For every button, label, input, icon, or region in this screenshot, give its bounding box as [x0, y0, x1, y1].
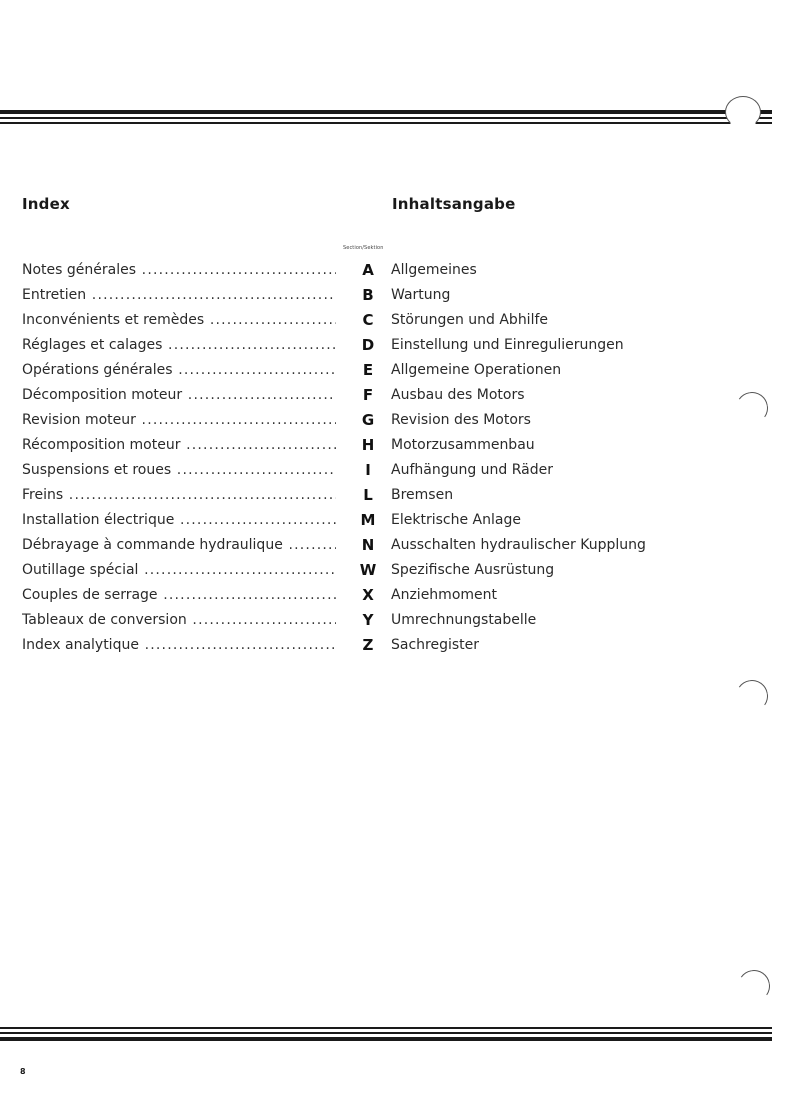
- toc-entry-section-letter: X: [362, 586, 374, 604]
- toc-entry: [22, 408, 722, 433]
- toc-entry: [22, 483, 722, 508]
- toc-entry-section-letter: L: [363, 486, 373, 504]
- toc-entry: [22, 558, 722, 583]
- toc-entry: [22, 633, 722, 658]
- toc-entry-section-letter: M: [360, 511, 376, 529]
- toc-list: [22, 258, 722, 658]
- toc-entry-german-label: Wartung: [391, 287, 451, 303]
- toc-entry-french-label: Notes générales .....: [22, 258, 336, 283]
- page-number: 8: [20, 1067, 26, 1076]
- toc-entry-german-label: Elektrische Anlage: [391, 512, 521, 528]
- toc-entry-french-label: Installation électrique .....: [22, 508, 336, 533]
- toc-entry-section-letter: W: [359, 561, 377, 579]
- toc-entry-french-label: Réglages et calages .....: [22, 333, 336, 358]
- top-rule-thin-1: [0, 117, 772, 119]
- toc-entry-french-label: Entretien .....: [22, 283, 336, 308]
- toc-entry: [22, 533, 722, 558]
- bottom-rule-thin-2: [0, 1032, 772, 1034]
- toc-entry-german-label: Bremsen: [391, 487, 454, 503]
- inhaltsangabe-heading: Inhaltsangabe: [392, 195, 516, 213]
- binder-hole-mark-icon: [733, 677, 770, 714]
- toc-entry-french-label: Tableaux de conversion .....: [22, 608, 336, 633]
- toc-entry: [22, 583, 722, 608]
- toc-entry: [22, 608, 722, 633]
- toc-entry-section-letter: N: [361, 536, 375, 554]
- bottom-rule-thin-1: [0, 1027, 772, 1029]
- toc-entry-french-label: Récomposition moteur .....: [22, 433, 336, 458]
- binder-hole-mark-icon: [735, 967, 772, 1004]
- toc-entry-french-label: Débrayage à commande hydraulique .....: [22, 533, 336, 558]
- top-rule-thin-2: [0, 122, 772, 124]
- toc-entry: [22, 383, 722, 408]
- toc-entry-section-letter: A: [362, 261, 374, 279]
- toc-entry-german-label: Einstellung und Einregulierungen: [391, 337, 624, 353]
- toc-entry-german-label: Ausschalten hydraulischer Kupplung: [391, 537, 646, 553]
- toc-entry-french-label: Index analytique .....: [22, 633, 336, 658]
- toc-entry-german-label: Allgemeines: [391, 262, 477, 278]
- toc-entry-section-letter: B: [362, 286, 374, 304]
- toc-entry-german-label: Spezifische Ausrüstung: [391, 562, 555, 578]
- toc-entry-french-label: Revision moteur .....: [22, 408, 336, 433]
- toc-entry-french-label: Opérations générales .....: [22, 358, 336, 383]
- toc-entry: [22, 258, 722, 283]
- binder-hole-mark-icon: [733, 389, 770, 426]
- toc-entry-german-label: Anziehmoment: [391, 587, 497, 603]
- section-caption: Section/Sektion: [343, 245, 384, 251]
- toc-entry-french-label: Couples de serrage .....: [22, 583, 336, 608]
- toc-entry: [22, 308, 722, 333]
- toc-entry-german-label: Sachregister: [391, 637, 480, 653]
- toc-entry-german-label: Motorzusammenbau: [391, 437, 535, 453]
- toc-entry-french-label: Décomposition moteur .....: [22, 383, 336, 408]
- toc-entry: [22, 508, 722, 533]
- toc-entry: [22, 433, 722, 458]
- toc-entry-french-label: Suspensions et roues .....: [22, 458, 336, 483]
- binder-hole-top-icon: [725, 96, 761, 128]
- toc-entry-french-label: Freins .....: [22, 483, 336, 508]
- toc-entry-section-letter: F: [362, 386, 374, 404]
- toc-entry-section-letter: C: [362, 311, 374, 329]
- toc-entry-section-letter: D: [361, 336, 375, 354]
- toc-entry-german-label: Umrechnungstabelle: [391, 612, 537, 628]
- toc-entry: [22, 283, 722, 308]
- top-rule-thick: [0, 110, 772, 114]
- toc-entry-german-label: Ausbau des Motors: [391, 387, 525, 403]
- toc-entry-french-label: Outillage spécial .....: [22, 558, 336, 583]
- toc-entry-section-letter: Z: [362, 636, 374, 654]
- toc-entry-french-label: Inconvénients et remèdes .....: [22, 308, 336, 333]
- toc-entry-german-label: Störungen und Abhilfe: [391, 312, 549, 328]
- index-heading: Index: [22, 195, 70, 213]
- toc-entry-german-label: Aufhängung und Räder: [391, 462, 554, 478]
- bottom-rule-thick: [0, 1037, 772, 1041]
- toc-entry-german-label: Allgemeine Operationen: [391, 362, 562, 378]
- toc-entry: [22, 358, 722, 383]
- toc-entry-section-letter: E: [362, 361, 374, 379]
- toc-entry: [22, 458, 722, 483]
- toc-entry-section-letter: H: [361, 436, 375, 454]
- toc-entry-german-label: Revision des Motors: [391, 412, 531, 428]
- toc-entry-section-letter: G: [361, 411, 375, 429]
- toc-entry: [22, 333, 722, 358]
- toc-entry-section-letter: I: [365, 461, 371, 479]
- toc-entry-section-letter: Y: [362, 611, 374, 629]
